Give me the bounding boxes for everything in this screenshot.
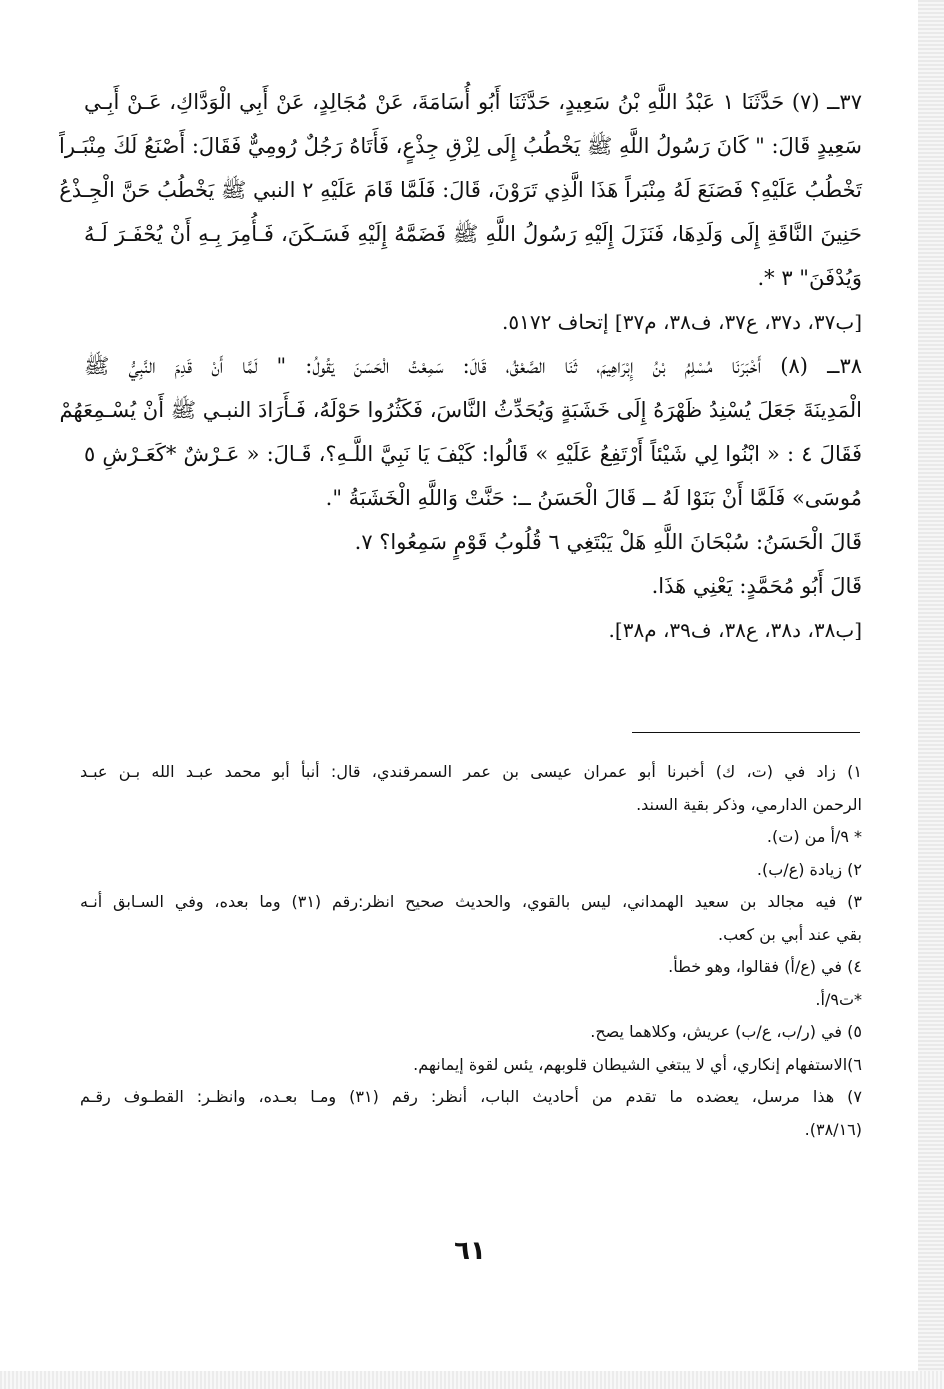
hadith-38-line: الْمَدِينَةَ جَعَلَ يُسْنِدُ ظَهْرَهُ إِلَى خَشَبَةٍ وَيُحَدِّثُ النَّاسَ، فَكَثُرُوا حَوْلَهُ، فَـأَرَادَ النبـي ﷺ أَنْ يُسْـمِعَهُمْ xyxy=(59,398,862,422)
footnote-line: (٣٨/١٦). xyxy=(804,1119,862,1139)
hadith-38-line: مُوسَى» فَلَمَّا أَنْ بَنَوْا لَهُ ــ قَالَ الْحَسَنُ ــ: حَنَّتْ وَاللَّهِ الْخَشَبَةُ ". xyxy=(325,486,862,510)
footnote-line: ٦)الاستفهام إنكاري، أي لا يبتغي الشيطان قلوبهم، يئس لقوة إيمانهم. xyxy=(413,1054,862,1074)
hadith-37-line: تَخْطُبُ عَلَيْهِ؟ فَصَنَعَ لَهُ مِنْبَراً هَذَا الَّذِي تَرَوْنَ، قَالَ: فَلَمَّا قَامَ عَلَيْهِ ٢ النبي ﷺ يَخْطُبُ حَنَّ الْجِـذْعُ xyxy=(59,178,862,202)
scan-edge-right xyxy=(918,0,944,1389)
footnotes xyxy=(80,756,862,1146)
footnote-line: ١) زاد في (ت، ك) أخبرنا أبو عمران عيسى بن عمر السمرقندي، قال: أنبأ أبو محمد عبـد الله بـن عبـد xyxy=(80,762,862,781)
footnote-line: ٧) هذا مرسل، يعضده ما تقدم من أحاديث الباب، أنظر: رقم (٣١) ومـا بعـده، وانظـر: القطـوف رقـم xyxy=(80,1087,862,1106)
footnote-line: ٢) زيادة (ع/ب). xyxy=(756,859,862,879)
hadith-37-line: سَعِيدٍ قَالَ: " كَانَ رَسُولُ اللَّهِ ﷺ يَخْطُبُ إِلَى لِزْقِ جِذْعٍ، فَأَتَاهُ رَجُلٌ رُومِيٌّ فَقَالَ: أَصْنَعُ لَكَ مِنْبَـراً xyxy=(59,134,862,158)
page-number: ٦١ xyxy=(454,1236,486,1266)
footnote-line: ٣) فيه مجالد بن سعيد الهمداني، ليس بالقوي، والحديث صحيح انظر:رقم (٣١) وما بعده، وفي السـابق أنـه xyxy=(80,892,862,911)
hadith-38-line: ٣٨ــ (٨) أَخْبَرَنَا مُسْلِمُ بْنُ إِبْرَاهِيمَ، ثَنَا الصَّعْقُ، قَالَ: سَمِعْتُ الْحَسَنَ يَقُولُ: " لَمَّا أَنْ قَدِمَ النَّبِيُّ ﷺ xyxy=(84,354,862,378)
hasan-comment: قَالَ الْحَسَنُ: سُبْحَانَ اللَّهِ هَلْ يَبْتَغِي ٦ قُلُوبُ قَوْمٍ سَمِعُوا؟ ٧. xyxy=(354,530,862,554)
footnote-line: *ت٩/أ. xyxy=(815,989,862,1009)
main-text xyxy=(59,80,863,652)
scan-edge-bottom xyxy=(0,1371,944,1389)
footnote-line: ٥) في (ر/ب، ع/ب) عريش، وكلاهما يصح. xyxy=(590,1022,862,1041)
footnote-line: الرحمن الدارمي، وذكر بقية السند. xyxy=(636,794,862,814)
hadith-37-reference: [ب٣٧، د٣٧، ع٣٧، ف٣٨، م٣٧] إتحاف ٥١٧٢. xyxy=(502,310,862,334)
hadith-38-line: فَقَالَ ٤ : « ابْنُوا لِي شَيْئاً أَرْتَفِعُ عَلَيْهِ » قَالُوا: كَيْفَ يَا نَبِيَّ اللَّـهِ؟، قَـالَ: « عَـرْشٌ *كَعَـرْشِ ٥ xyxy=(84,442,863,466)
footnote-line: ٤) في (ع/أ) فقالوا، وهو خطأ. xyxy=(668,957,862,976)
abu-muhammad-comment: قَالَ أَبُو مُحَمَّدٍ: يَعْنِي هَذَا. xyxy=(651,574,862,598)
footnote-separator xyxy=(632,732,860,733)
hadith-37-line: وَيُدْفَنَ" ٣ *. xyxy=(757,266,862,290)
hadith-38-reference: [ب٣٨، د٣٨، ع٣٨، ف٣٩، م٣٨]. xyxy=(608,618,862,642)
footnote-line: * ٩/أ من (ت). xyxy=(766,827,862,846)
hadith-37-line: حَنِينَ النَّاقَةِ إِلَى وَلَدِهَا، فَنَزَلَ إِلَيْهِ رَسُولُ اللَّهِ ﷺ فَضَمَّهُ إِلَيْهِ فَسَـكَنَ، فَـأُمِرَ بِـهِ أَنْ يُحْفَـرَ لَـهُ xyxy=(84,222,862,246)
footnote-line: بقي عند أبي بن كعب. xyxy=(718,924,862,944)
hadith-37-line: ٣٧ــ (٧) حَدَّثَنَا ١ عَبْدُ اللَّهِ بْنُ سَعِيدٍ، حَدَّثَنَا أَبُو أُسَامَةَ، عَنْ مُجَالِدٍ، عَنْ أَبِي الْوَدَّاكِ، عَـنْ أَبِـي xyxy=(84,90,862,114)
